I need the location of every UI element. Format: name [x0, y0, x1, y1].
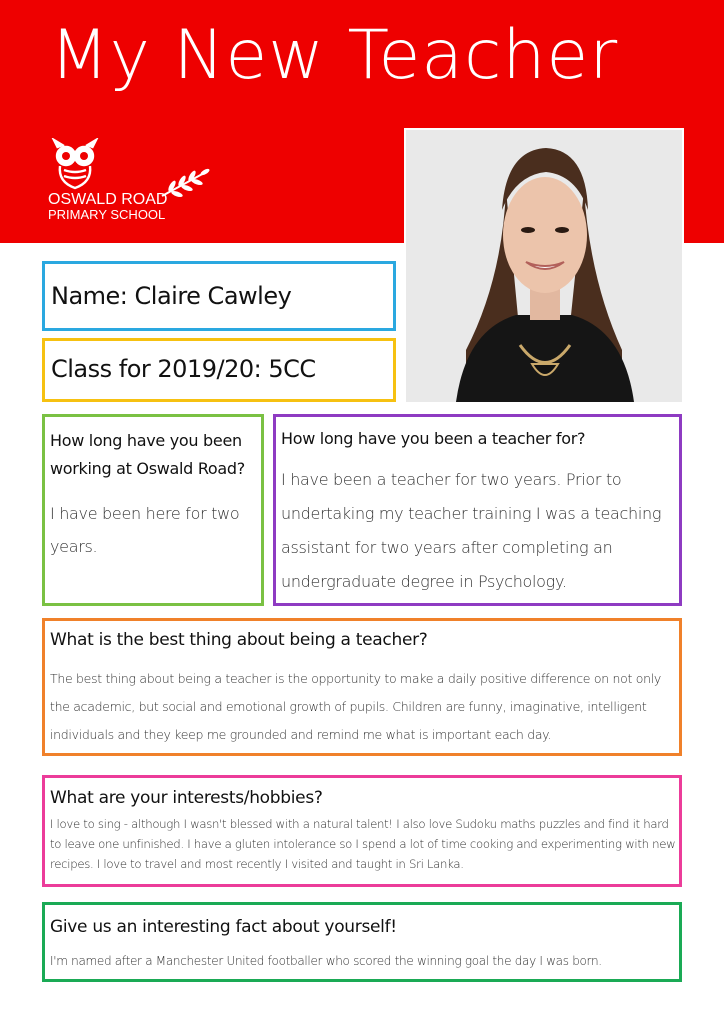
teacher-question: How long have you been a teacher for?: [281, 429, 586, 448]
page-title: My New Teacher: [50, 16, 619, 95]
teacher-name: Name: Claire Cawley: [51, 282, 292, 310]
fact-box: [42, 902, 682, 982]
working-answer: I have been here for two years.: [50, 504, 240, 556]
teaching-duration-box: [273, 414, 682, 606]
class-box: [42, 338, 396, 402]
school-name-line1: OSWALD ROAD: [48, 191, 168, 208]
hobbies-answer: I love to sing - although I wasn't blessed with a natural talent! I also love Sudoku maths puzzles and find it hard to leave one unfinished. I have a gluten intolerance so I spend a lot of time cooking and experimenting with new recipes. I love to travel and most recently I visited and taught in Sri Lanka.: [50, 817, 676, 871]
best-answer: The best thing about being a teacher is the opportunity to make a daily positive difference on not only the academic, but social and emotional growth of pupils. Children are funny, imaginative, intelligent individuals and they keep me grounded and remind me what is important each day.: [50, 671, 661, 742]
owl-icon: [48, 138, 108, 192]
name-box: [42, 261, 396, 331]
hobbies-box: [42, 775, 682, 887]
working-question: How long have you been working at Oswald Road?: [50, 431, 245, 478]
fact-question: Give us an interesting fact about yourself!: [50, 917, 397, 937]
school-logo: [48, 138, 218, 228]
best-thing-box: [42, 618, 682, 756]
fact-answer: I'm named after a Manchester United footballer who scored the winning goal the day I was born.: [50, 954, 602, 968]
school-name-line2: PRIMARY SCHOOL: [48, 207, 166, 222]
best-question: What is the best thing about being a teacher?: [50, 630, 428, 650]
leaf-branch-icon: [160, 166, 210, 202]
teacher-photo: [404, 128, 684, 404]
teacher-answer: I have been a teacher for two years. Prior to undertaking my teacher training I was a teaching assistant for two years after completing an undergraduate degree in Psychology.: [281, 470, 662, 591]
class-info: Class for 2019/20: 5CC: [51, 355, 316, 383]
working-duration-box: [42, 414, 264, 606]
hobbies-question: What are your interests/hobbies?: [50, 788, 323, 808]
